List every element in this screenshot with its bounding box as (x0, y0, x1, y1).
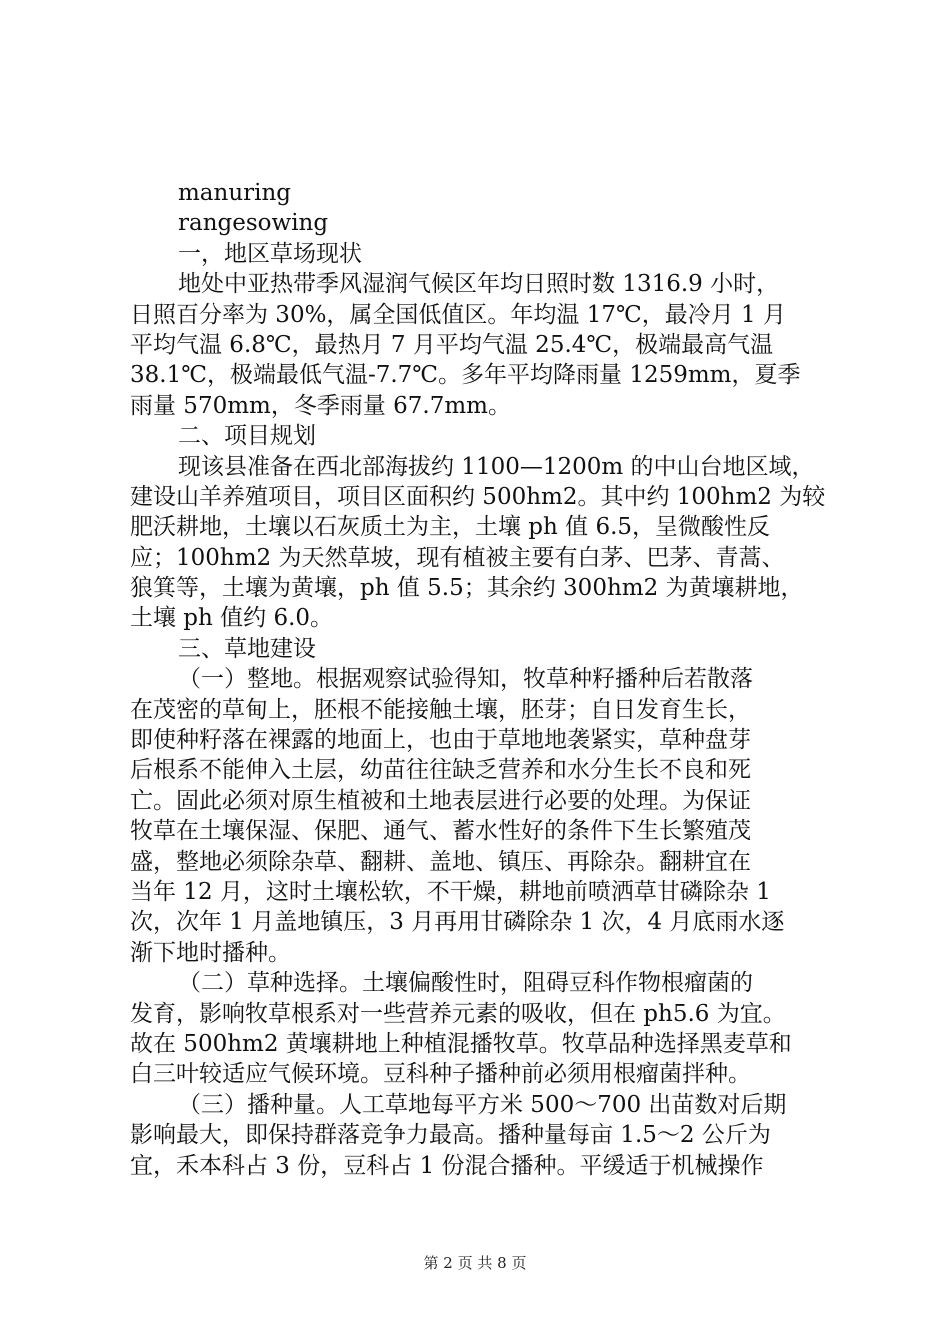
paragraph-line: 地处中亚热带季风湿润气候区年均日照时数 1316.9 小时， (178, 271, 780, 298)
section-heading-2: 二、项目规划 (178, 423, 316, 450)
paragraph-line: 影响最大，即保持群落竞争力最高。播种量每亩 1.5～2 公斤为 (130, 1122, 771, 1149)
section-heading-3: 三、草地建设 (178, 635, 316, 662)
paragraph-line: 发育，影响牧草根系对一些营养元素的吸收，但在 ph5.6 为宜。 (130, 1000, 786, 1027)
paragraph-line: 建设山羊养殖项目，项目区面积约 500hm2。其中约 100hm2 为较 (130, 483, 826, 510)
paragraph-line: 盛，整地必须除杂草、翻耕、盖地、镇压、再除杂。翻耕宜在 (130, 848, 751, 875)
paragraph-line: 渐下地时播种。 (130, 939, 291, 966)
page-number-footer: 第 2 页 共 8 页 (423, 1254, 527, 1272)
paragraph-line: （三）播种量。人工草地每平方米 500～700 出苗数对后期 (178, 1091, 787, 1118)
paragraph-line: 现该县准备在西北部海拔约 1100—1200m 的中山台地区域， (178, 453, 815, 480)
paragraph-line: （一）整地。根据观察试验得知，牧草种籽播种后若散落 (178, 666, 753, 693)
paragraph-line: 次，次年 1 月盖地镇压，3 月再用甘磷除杂 1 次，4 月底雨水逐 (130, 909, 785, 936)
paragraph-line: 平均气温 6.8℃，最热月 7 月平均气温 25.4℃，极端最高气温 (130, 331, 774, 358)
paragraph-line: 日照百分率为 30%，属全国低值区。年均温 17℃，最冷月 1 月 (130, 301, 786, 328)
paragraph-line: 38.1℃，极端最低气温-7.7℃。多年平均降雨量 1259mm，夏季 (130, 362, 801, 389)
paragraph-line: 故在 500hm2 黄壤耕地上种植混播牧草。牧草品种选择黑麦草和 (130, 1030, 792, 1057)
document-body (130, 178, 838, 1181)
paragraph-line: 应；100hm2 为天然草坡，现有植被主要有白茅、巴茅、青蒿、 (130, 544, 785, 571)
paragraph-line: 亡。固此必须对原生植被和土地表层进行必要的处理。为保证 (130, 787, 751, 814)
paragraph-line: 肥沃耕地，土壤以石灰质土为主，土壤 ph 值 6.5，呈微酸性反 (130, 514, 771, 541)
paragraph-line: 宜，禾本科占 3 份，豆科占 1 份混合播种。平缓适于机械操作 (130, 1152, 764, 1179)
paragraph-line: 当年 12 月，这时土壤松软，不干燥，耕地前喷洒草甘磷除杂 1 (130, 878, 771, 905)
paragraph-line: 白三叶较适应气候环境。豆科种子播种前必须用根瘤菌拌种。 (130, 1061, 751, 1088)
paragraph-line: （二）草种选择。土壤偏酸性时，阻碍豆科作物根瘤菌的 (178, 970, 753, 997)
paragraph-line: 后根系不能伸入土层，幼苗往往缺乏营养和水分生长不良和死 (130, 757, 751, 784)
paragraph-line: 土壤 ph 值约 6.0。 (130, 605, 334, 632)
text-line-keyword-1: manuring (178, 180, 292, 206)
paragraph-line: 即使种籽落在裸露的地面上，也由于草地地袭紧实，草种盘芽 (130, 727, 751, 754)
paragraph-line: 雨量 570mm，冬季雨量 67.7mm。 (130, 392, 511, 419)
paragraph-line: 牧草在土壤保湿、保肥、通气、蓄水性好的条件下生长繁殖茂 (130, 818, 751, 845)
paragraph-line: 狼箕等，土壤为黄壤，ph 值 5.5；其余约 300hm2 为黄壤耕地， (130, 575, 804, 602)
text-line-keyword-2: rangesowing (178, 210, 329, 237)
section-heading-1: 一，地区草场现状 (178, 240, 362, 267)
paragraph-line: 在茂密的草甸上，胚根不能接触土壤，胚芽；自日发育生长， (130, 696, 751, 723)
